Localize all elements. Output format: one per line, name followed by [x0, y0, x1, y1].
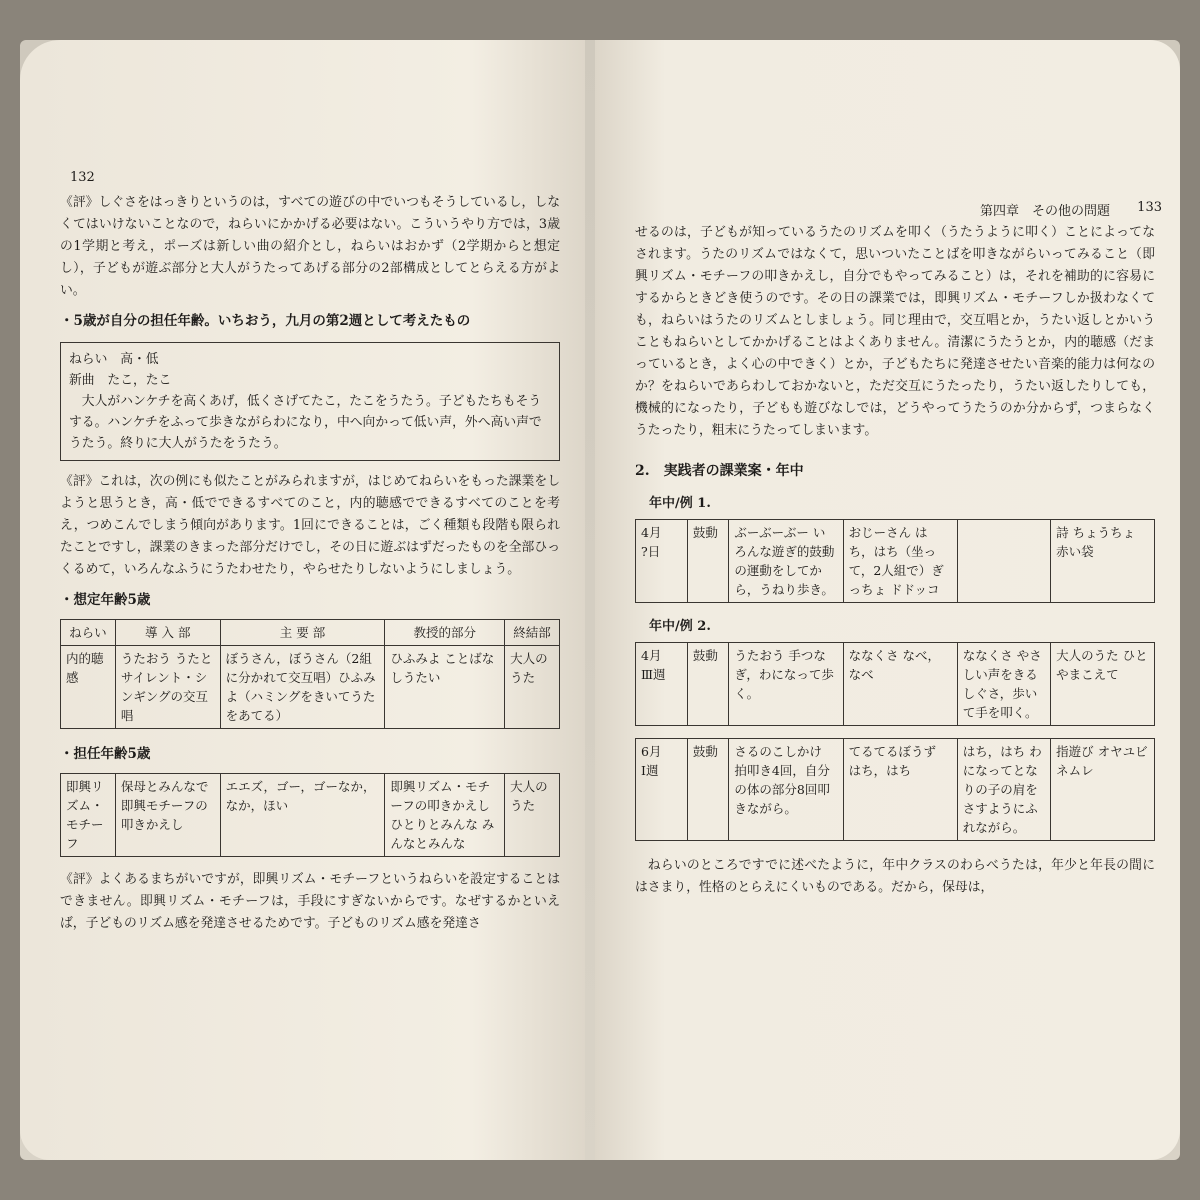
cell-main: ぼうさん，ぼうさん（2組に分かれて交互唱）ひふみよ（ハミングをきいてうたをあてる） — [220, 646, 385, 729]
review-paragraph-3: 《評》よくあるまちがいですが，即興リズム・モチーフというねらいを設定することはできません。即興リズム・モチーフは，手段にすぎないからです。なぜするかといえば，子どものリズム感を発達させるためです。子どものリズム感を発達さ — [60, 872, 560, 931]
heading-age5-september: ・5歳が自分の担任年齢。いちおう，九月の第2週として考えたもの — [60, 313, 471, 329]
header-closing: 終結部 — [505, 620, 560, 646]
left-content — [60, 192, 560, 935]
cell-teaching: 即興リズム・モチーフの叩きかえし ひとりとみんな みんなとみんな — [385, 774, 505, 857]
review-paragraph-2: 《評》これは，次の例にも似たことがみられますが，はじめてねらいをもった課業をしようと思うとき，高・低でできるすべてのこと，内的聴感でできるすべてのことを考え，つめこんでしまう傾向があります。1回にできることは，ごく種類も段階も限られたことですし，課業のきまった部分だけでし，その日に遊ぶはずだったものを全部ひっくるめて，いろんなふうにうたわせたり，やらせたりしないようにしましょう。 — [60, 474, 560, 577]
lesson-new-song: 新曲 たこ，たこ — [69, 373, 172, 388]
cell-activity-2: ななくさ なべ，なべ — [843, 643, 957, 726]
section-heading: 2. 実践者の課業案・年中 — [635, 463, 804, 479]
cell-closing: 大人のうた ひとやまこえて — [1051, 643, 1155, 726]
page-number-left: 132 — [70, 170, 95, 185]
lesson-description: 大人がハンケチを高くあげ，低くさげてたこ，たこをうたう。子どもたちもそうする。ハンケチをふって歩きながらわになり，中へ向かって低い声，外へ高い声でうたう。終りに大人がうたをうたう。 — [69, 394, 542, 451]
left-page — [20, 40, 585, 1160]
header-teaching: 教授的部分 — [385, 620, 505, 646]
heading-assumed-age5: ・想定年齢5歳 — [60, 592, 151, 608]
cell-date: 4月 ?日 — [636, 520, 688, 603]
example-1-label: 年中/例 1. — [649, 496, 711, 511]
continued-paragraph: せるのは，子どもが知っているうたのリズムを叩く（うたうように叩く）ことによってなされます。うたのリズムではなくて，思いついたことばを叩きながらいってみること（即興リズム・モチーフの叩きかえし，自分でもやってみること）は，それを補助的に容易にするからときどき使うのです。その日の課業では，即興リズム・モチーフしか扱わなくても，ねらいはうたのリズムとしましょう。同じ理由で，交互唱とか，うたい返しとかいうこともねらいとしてかかげることはよくありません。清潔にうたうとか，内的聴感（だまっているとき，よく心の中できく）とか，子どもたちに発達させたい音楽的能力は何なのか？をねらいであらわしておかないと，ただ交互にうたったり，うたい返したりしても，機械的になったり，子どもも遊びなしでは，どうやってうたうのか分からず，つまらなくうたったり，粗末にうたってしまいます。 — [635, 225, 1155, 438]
cell-main: エエズ，ゴー，ゴーなか，なか，ほい — [220, 774, 385, 857]
table-header-row — [61, 620, 560, 646]
table-row — [61, 774, 560, 857]
table-row — [636, 643, 1155, 726]
cell-aim: 即興リズム・モチーフ — [61, 774, 116, 857]
cell-activity-3: はち，はち わになってとなりの子の肩をさすようにふれながら。 — [957, 739, 1050, 841]
cell-teaching: ひふみよ ことばなしうたい — [385, 646, 505, 729]
review-paragraph-1: 《評》しぐさをはっきりというのは，すべての遊びの中でいつもそうしているし，しなくてはいけないことなので，ねらいにかかげる必要はない。こういうやり方では，3歳の1学期と考え，ポーズは新しい曲の紹介とし，ねらいはおかず（2学期からと想定し），子どもが遊ぶ部分と大人がうたってあげる部分の2部構成としてとらえる方がよい。 — [60, 195, 560, 298]
header-intro: 導 入 部 — [115, 620, 220, 646]
closing-paragraph: ねらいのところですでに述べたように，年中クラスのわらべうたは，年少と年長の間にはさまり，性格のとらえにくいものである。だから，保母は， — [635, 858, 1155, 895]
example-2-table — [635, 642, 1155, 726]
header-main: 主 要 部 — [220, 620, 385, 646]
chapter-title: 第四章 その他の問題 — [979, 204, 1110, 219]
table-row — [61, 646, 560, 729]
table-row — [636, 739, 1155, 841]
example-2-label: 年中/例 2. — [649, 619, 711, 634]
cell-intro: うたおう うたとサイレント・シンギングの交互唱 — [115, 646, 220, 729]
cell-aim: 内的聴感 — [61, 646, 116, 729]
cell-pulse: 鼓動 — [687, 643, 729, 726]
table-row — [636, 520, 1155, 603]
right-page — [595, 40, 1180, 1160]
cell-activity-2: てるてるぼうず はち，はち — [843, 739, 957, 841]
cell-date: 4月 Ⅲ週 — [636, 643, 688, 726]
page-number-right: 133 — [1137, 200, 1162, 215]
lesson-box — [60, 342, 560, 461]
lesson-table-1 — [60, 619, 560, 729]
lesson-aim: ねらい 高・低 — [69, 352, 159, 367]
cell-intro: 保母とみんなで即興モチーフの叩きかえし — [115, 774, 220, 857]
cell-closing: 大人のうた — [505, 646, 560, 729]
cell-pulse: 鼓動 — [687, 520, 729, 603]
header-aim: ねらい — [61, 620, 116, 646]
book-spread — [20, 40, 1180, 1160]
cell-activity-2: おじーさん はち，はち（坐って，2人組で）ぎっちょ ドドッコ — [843, 520, 957, 603]
lesson-table-2 — [60, 773, 560, 857]
cell-closing: 詩 ちょうちょ 赤い袋 — [1051, 520, 1155, 603]
example-3-table — [635, 738, 1155, 841]
example-1-table — [635, 519, 1155, 603]
cell-activity-3 — [957, 520, 1050, 603]
cell-closing: 指遊び オヤユビネムレ — [1051, 739, 1155, 841]
right-content — [635, 222, 1155, 899]
cell-closing: 大人のうた — [505, 774, 560, 857]
cell-activity-1: うたおう 手つなぎ，わになって歩く。 — [729, 643, 843, 726]
cell-date: 6月 Ⅰ週 — [636, 739, 688, 841]
cell-activity-3: ななくさ やさしい声をきるしぐさ，歩いて手を叩く。 — [957, 643, 1050, 726]
cell-activity-1: さるのこしかけ 拍叩き4回，自分の体の部分8回叩きながら。 — [729, 739, 843, 841]
heading-homeroom-age5: ・担任年齢5歳 — [60, 746, 151, 762]
cell-pulse: 鼓動 — [687, 739, 729, 841]
cell-activity-1: ぶーぶーぶー いろんな遊ぎ的鼓動の運動をしてから，うねり歩き。 — [729, 520, 843, 603]
